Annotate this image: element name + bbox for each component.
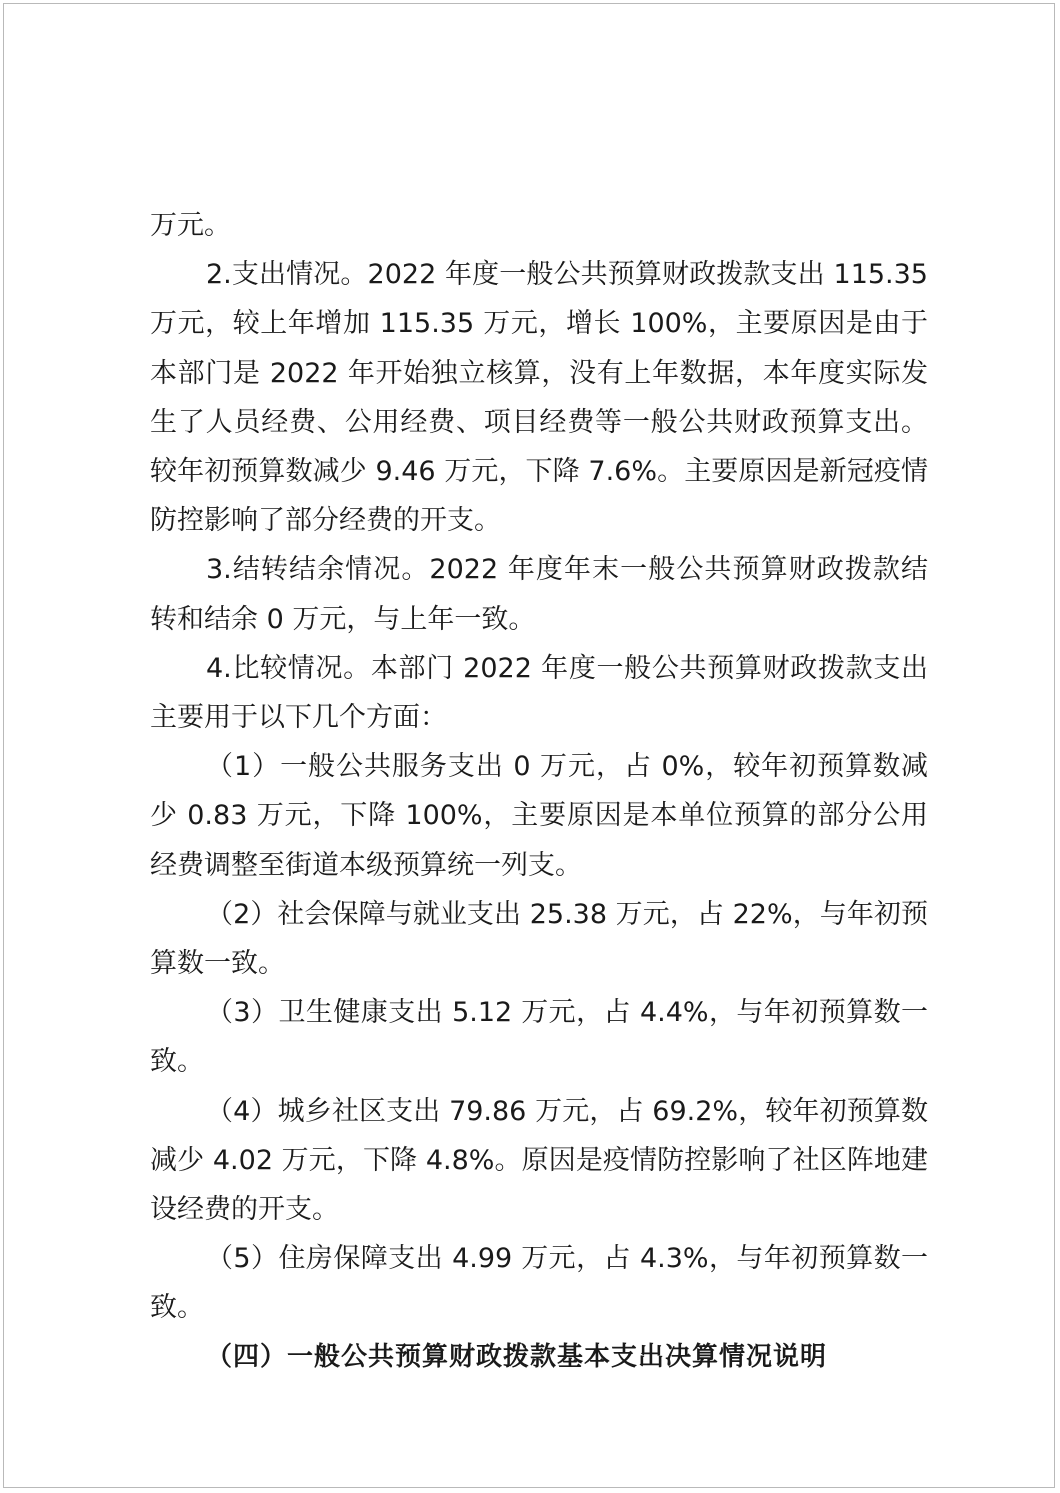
- list-item-housing: （5）住房保障支出 4.99 万元，占 4.3%，与年初预算数一致。: [150, 1243, 928, 1324]
- paragraph-continuation: 万元。: [150, 210, 231, 241]
- list-item-social-security: （2）社会保障与就业支出 25.38 万元，占 22%，与年初预算数一致。: [150, 898, 928, 980]
- paragraph-expenditure: 2.支出情况。2022 年度一般公共预算财政拨款支出 115.35 万元，较上年增加 115.35 万元，增长 100%，主要原因是由于本部门是 2022 年开始独立核算，没有上年数据，本年度实际发生了人员经费、公用经费、项目经费等一般公共财政预算支出。较年初预算数减少 9.46 万元，下降 7.6%。主要原因是新冠疫情防控影响了部分经费的开支。: [150, 259, 928, 537]
- list-item-general-public-services: （1）一般公共服务支出 0 万元，占 0%，较年初预算数减少 0.83 万元，下降 100%，主要原因是本单位预算的部分公用经费调整至街道本级预算统一列支。: [150, 751, 928, 881]
- paragraph-carryover: 3.结转结余情况。2022 年度年末一般公共预算财政拨款结转和结余 0 万元，与上年一致。: [150, 554, 928, 635]
- list-item-urban-rural-community: （4）城乡社区支出 79.86 万元，占 69.2%，较年初预算数减少 4.02 万元，下降 4.8%。原因是疫情防控影响了社区阵地建设经费的开支。: [150, 1095, 928, 1226]
- document-body: [150, 201, 928, 1382]
- paragraph-comparison: 4.比较情况。本部门 2022 年度一般公共预算财政拨款支出主要用于以下几个方面：: [150, 652, 928, 734]
- document-page: [3, 3, 1055, 1488]
- section-heading: （四）一般公共预算财政拨款基本支出决算情况说明: [206, 1341, 828, 1372]
- list-item-health: （3）卫生健康支出 5.12 万元，占 4.4%，与年初预算数一致。: [150, 997, 928, 1078]
